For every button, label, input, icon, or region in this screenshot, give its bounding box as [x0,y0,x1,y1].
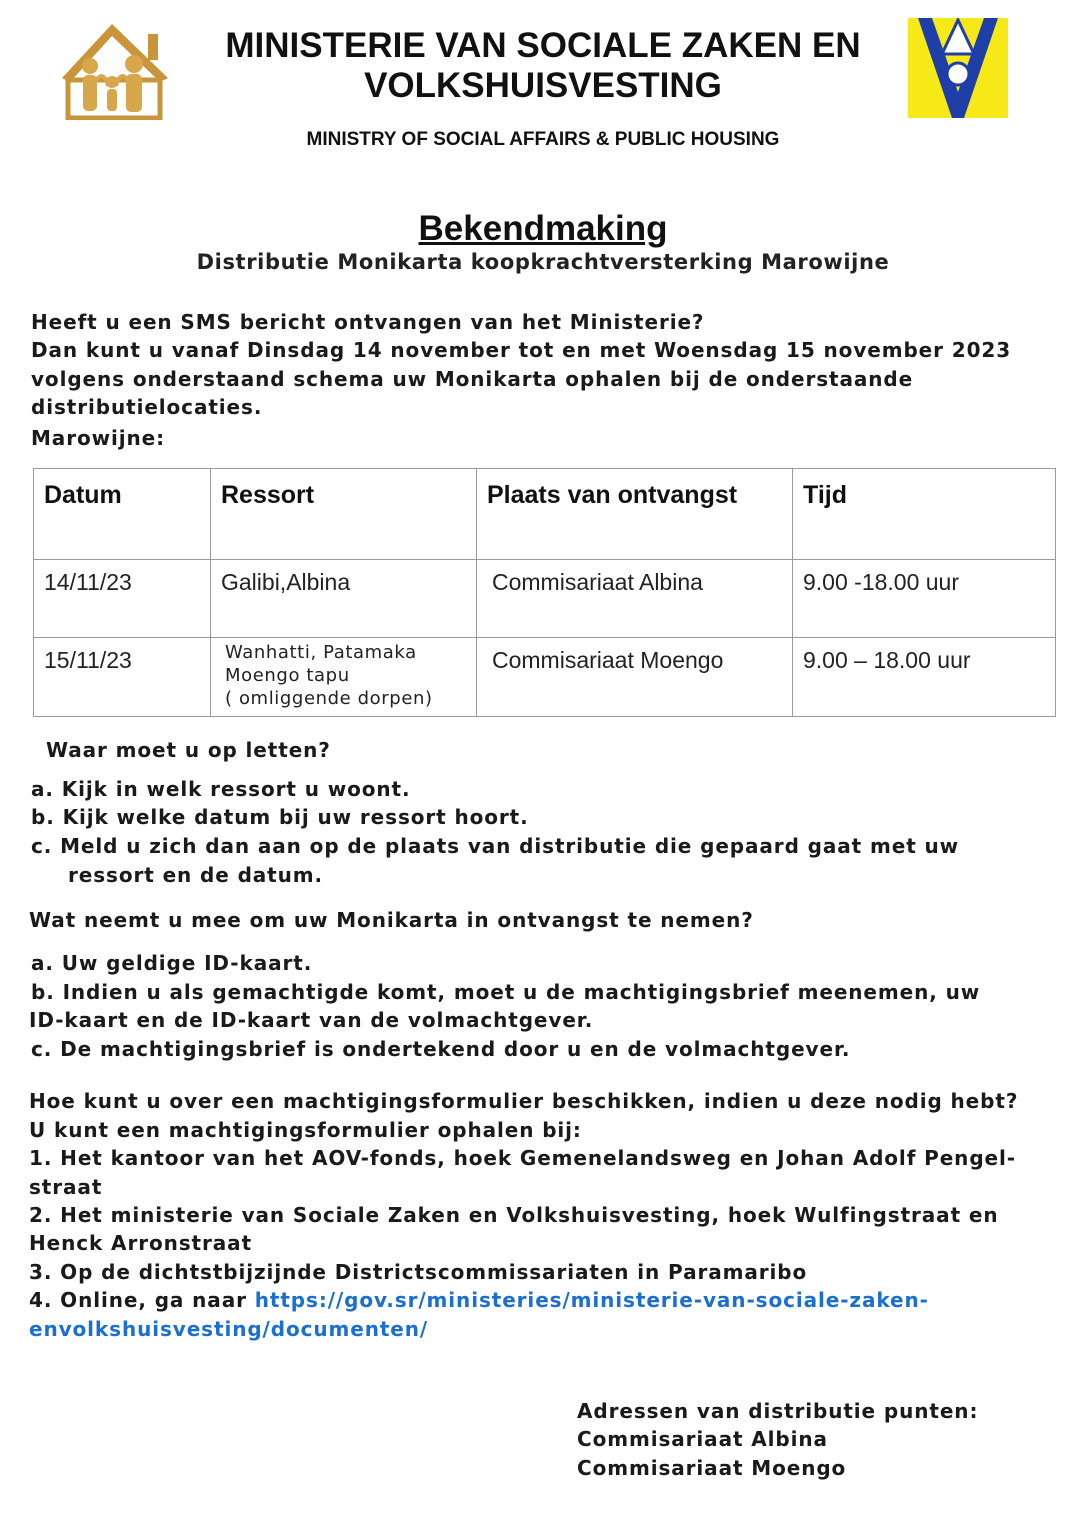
addresses-heading: Adressen van distributie punten: [577,1399,979,1423]
bring-item: ID-kaart en de ID-kaart van de volmachtgever. [29,1008,594,1032]
form-item: 2. Het ministerie van Sociale Zaken en Volkshuisvesting, hoek Wulfingstraat en [29,1203,999,1227]
bring-item: b. Indien u als gemachtigde komt, moet u de machtigingsbrief meenemen, uw [31,980,981,1004]
cell-plaats: Commisariaat Albina [477,560,793,638]
bring-heading: Wat neemt u mee om uw Monikarta in ontvangst te nemen? [29,908,754,932]
attention-heading: Waar moet u op letten? [46,738,331,762]
column-header-plaats: Plaats van ontvangst [477,469,793,560]
attention-item: a. Kijk in welk ressort u woont. [31,777,411,801]
cell-datum: 15/11/23 [34,638,211,717]
attention-item: c. Meld u zich dan aan op de plaats van distributie die gepaard gaat met uw [31,834,960,858]
documents-link[interactable]: https://gov.sr/ministeries/ministerie-van-sociale-zaken- [254,1288,929,1312]
form-item: 1. Het kantoor van het AOV-fonds, hoek Gemenelandsweg en Johan Adolf Pengel- [29,1146,1016,1170]
ressort-line: ( omliggende dorpen) [225,688,433,709]
table-row [34,638,1056,717]
column-header-tijd: Tijd [793,469,1056,560]
bring-item: a. Uw geldige ID-kaart. [31,951,313,975]
form-online-item [29,1286,929,1314]
form-item: Henck Arronstraat [29,1231,253,1255]
address-item: Commisariaat Albina [577,1427,828,1451]
column-header-datum: Datum [34,469,211,560]
district-label: Marowijne: [31,426,165,450]
family-house-logo [56,20,174,120]
intro-line: distributielocaties. [31,395,263,419]
table-header-row [34,469,1056,560]
form-item: straat [29,1175,103,1199]
form-item: 3. Op de dichtstbijzijnde Districtscommissariaten in Paramaribo [29,1260,808,1284]
table-row [34,560,1056,638]
cell-datum: 14/11/23 [34,560,211,638]
ressort-line: Moengo tapu [225,665,350,686]
notice-title: Bekendmaking [418,209,668,248]
intro-line: Dan kunt u vanaf Dinsdag 14 november tot en met Woensdag 15 november 2023 [31,338,1012,362]
cell-ressort [211,638,477,717]
cell-plaats: Commisariaat Moengo [477,638,793,717]
documents-link-continued[interactable]: envolkshuisvesting/documenten/ [29,1317,429,1341]
distribution-schedule-table [33,468,1056,717]
cell-ressort: Galibi,Albina [211,560,477,638]
ministry-title-line2: VOLKSHUISVESTING [364,66,722,105]
notice-subtitle: Distributie Monikarta koopkrachtversterking Marowijne [196,250,890,274]
form-intro: U kunt een machtigingsformulier ophalen bij: [29,1118,582,1142]
ministry-subtitle: MINISTRY OF SOCIAL AFFAIRS & PUBLIC HOUSING [306,129,780,150]
form-heading: Hoe kunt u over een machtigingsformulier beschikken, indien u deze nodig hebt? [29,1089,1019,1113]
cell-tijd: 9.00 -18.00 uur [793,560,1056,638]
attention-item: b. Kijk welke datum bij uw ressort hoort. [31,805,529,829]
form-online-prefix: 4. Online, ga naar [29,1288,255,1312]
ministry-title [180,26,906,106]
ressort-line: Wanhatti, Patamaka [225,642,417,663]
column-header-ressort: Ressort [211,469,477,560]
intro-line: Heeft u een SMS bericht ontvangen van het Ministerie? [31,310,705,334]
intro-line: volgens onderstaand schema uw Monikarta ophalen bij de onderstaande [31,367,914,391]
bring-item: c. De machtigingsbrief is ondertekend door u en de volmachtgever. [31,1037,851,1061]
aov-logo [908,18,1008,118]
attention-item: ressort en de datum. [68,863,324,887]
cell-tijd: 9.00 – 18.00 uur [793,638,1056,717]
address-item: Commisariaat Moengo [577,1456,847,1480]
ministry-title-line1: MINISTERIE VAN SOCIALE ZAKEN EN [225,26,861,65]
